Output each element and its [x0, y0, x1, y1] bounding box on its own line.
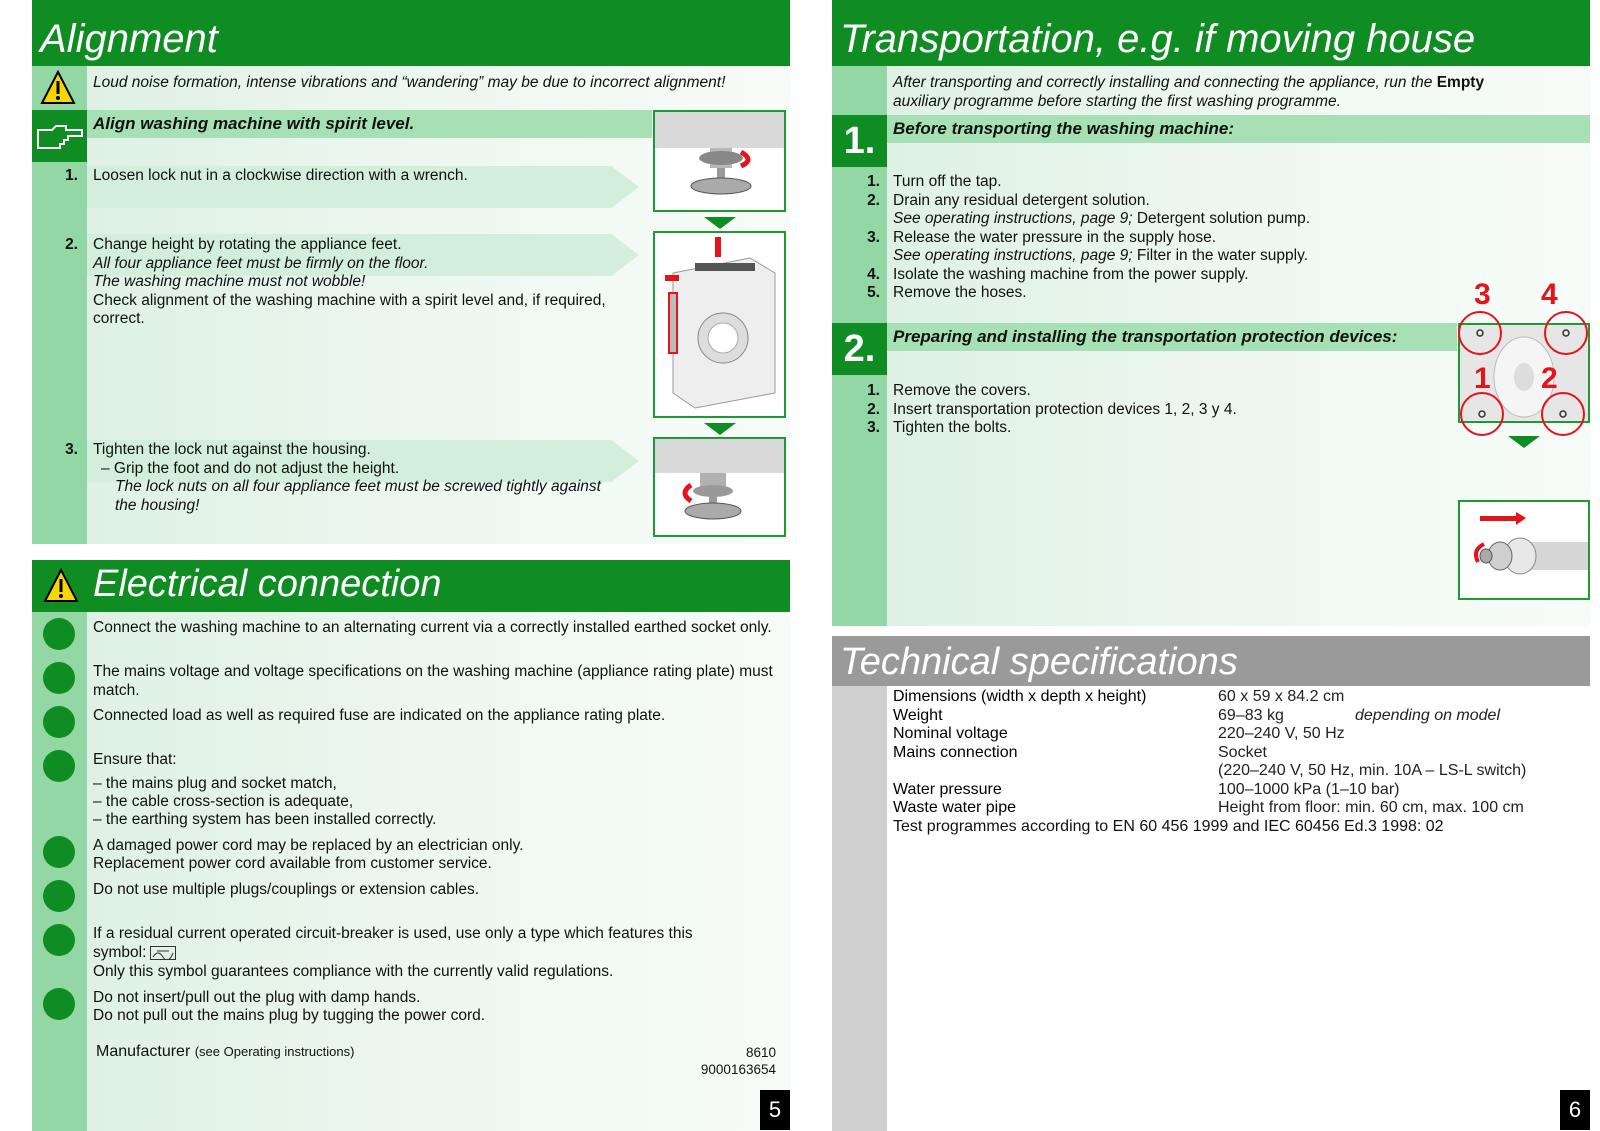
section-2-title: Preparing and installing the transportation protection devices: — [887, 323, 1457, 351]
bullet-dot — [43, 880, 75, 912]
spec-row: Weight 69–83 kg depending on model — [893, 706, 1501, 724]
list-item: 1. Remove the covers. — [867, 382, 1031, 399]
list-item: 3. Tighten the bolts. — [867, 419, 1012, 436]
electrical-item: – the cable cross-section is adequate, — [93, 793, 354, 810]
bullet-dot — [43, 706, 75, 738]
electrical-title: Electrical connection — [93, 563, 442, 605]
list-item: See operating instructions, page 9; Filter in the water supply. — [893, 247, 1309, 264]
bullet-dot — [43, 836, 75, 868]
section-1-title: Before transporting the washing machine: — [887, 115, 1590, 143]
bolt-install-image — [1458, 500, 1590, 600]
specs-title: Technical specifications — [840, 641, 1238, 683]
list-item: 1. Turn off the tap. — [867, 173, 1002, 190]
section-1-steps — [850, 173, 1310, 303]
page-number-right: 6 — [1560, 1090, 1590, 1130]
electrical-item: Ensure that: — [93, 751, 177, 768]
spec-row: Waste water pipe Height from floor: min. 60 cm, max. 100 cm — [893, 799, 1524, 816]
pointing-hand-icon — [32, 110, 87, 162]
label-3: 3 — [1474, 278, 1491, 311]
list-item: 2. Drain any residual detergent solution. — [867, 191, 1150, 209]
spec-row: Dimensions (width x depth x height) 60 x 59 x 84.2 cm — [893, 688, 1345, 705]
electrical-item: Do not use multiple plugs/couplings or extension cables. — [93, 881, 480, 898]
machine-spirit-level-image — [653, 231, 786, 418]
test-programmes-line: Test programmes according to EN 60 456 1999 and IEC 60456 Ed.3 1998: 02 — [893, 817, 1444, 835]
step-3-text: Tighten the lock nut against the housing. – Grip the foot and do not adjust the height. The lock nuts on all four appliance feet must be screwed tightly against the housing! — [93, 441, 601, 514]
step-3-number: 3. — [65, 441, 78, 458]
alignment-header — [32, 0, 790, 66]
section-1-number: 1. — [832, 115, 887, 167]
page-number-left: 5 — [760, 1090, 790, 1130]
spec-row: (220–240 V, 50 Hz, min. 10A – LS-L switch) — [1218, 762, 1527, 779]
list-item: See operating instructions, page 9; Detergent solution pump. — [893, 210, 1311, 227]
list-item: 3. Release the water pressure in the supply hose. — [867, 228, 1217, 246]
rcd-symbol-icon — [150, 946, 176, 960]
electrical-item: symbol: — [93, 944, 176, 963]
arrow-down-icon — [704, 217, 736, 229]
electrical-item: Do not pull out the mains plug by tugging the power cord. — [93, 1007, 486, 1024]
bullet-dot — [43, 662, 75, 694]
tighten-locknut-image — [653, 437, 786, 537]
spec-row: Mains connection Socket — [893, 743, 1267, 761]
alignment-instruction: Align washing machine with spirit level. — [87, 110, 652, 138]
label-2: 2 — [1541, 362, 1558, 395]
electrical-item: – the earthing system has been installed correctly. — [93, 811, 437, 828]
manufacturer-code-2: 9000163654 — [700, 1062, 776, 1077]
bullet-dot — [43, 750, 75, 782]
hand-icon-box — [32, 110, 87, 162]
section-2-steps — [850, 382, 1237, 438]
spec-row: Nominal voltage 220–240 V, 50 Hz — [893, 725, 1345, 742]
electrical-item: The mains voltage and voltage specifications on the washing machine (appliance rating plate) must match. — [93, 663, 773, 699]
label-1: 1 — [1474, 362, 1491, 395]
electrical-item: A damaged power cord may be replaced by an electrician only. — [93, 837, 524, 854]
spec-row: Water pressure 100–1000 kPa (1–10 bar) — [893, 780, 1400, 798]
bullet-dot — [43, 988, 75, 1020]
electrical-item: – the mains plug and socket match, — [93, 775, 337, 792]
step-1-number: 1. — [65, 167, 78, 184]
foot-locknut-image — [653, 110, 786, 212]
warning-icon — [40, 70, 76, 106]
step-2-text: Change height by rotating the appliance feet. All four appliance feet must be firmly on the floor. The washing machine must not wobble! Check alignment of the washing machine with a spirit level and, if required, correct. — [93, 236, 606, 327]
electrical-item: Connected load as well as required fuse are indicated on the appliance rating plate. — [93, 707, 666, 724]
electrical-item: Connect the washing machine to an alternating current via a correctly installed earthed socket only. — [93, 619, 772, 636]
transport-header — [832, 0, 1590, 66]
section-2-number: 2. — [832, 323, 887, 375]
alignment-title: Alignment — [40, 17, 218, 61]
warning-icon-electrical — [43, 568, 79, 604]
list-item: 4. Isolate the washing machine from the power supply. — [867, 265, 1249, 283]
transport-title: Transportation, e.g. if moving house — [840, 17, 1476, 61]
specs-header — [832, 636, 1590, 686]
arrow-down-icon-2 — [704, 423, 736, 435]
electrical-item: Only this symbol guarantees compliance with the currently valid regulations. — [93, 963, 614, 980]
specs-strip — [832, 686, 887, 1131]
electrical-item: If a residual current operated circuit-breaker is used, use only a type which features this — [93, 925, 693, 942]
transport-intro: After transporting and correctly installing and connecting the appliance, run the Empty auxiliary programme before starting the first washing programme. — [893, 74, 1485, 110]
list-item: 2. Insert transportation protection devices 1, 2, 3 y 4. — [867, 400, 1237, 418]
specs-table — [893, 688, 1583, 836]
alignment-warning: Loud noise formation, intense vibrations and “wandering” may be due to incorrect alignment! — [93, 74, 726, 91]
bullet-dot — [43, 618, 75, 650]
electrical-item: Replacement power cord available from customer service. — [93, 855, 492, 872]
arrow-down-icon-3 — [1508, 436, 1540, 448]
electrical-item: Do not insert/pull out the plug with damp hands. — [93, 989, 421, 1006]
bullet-dot — [43, 924, 75, 956]
label-4: 4 — [1541, 278, 1558, 311]
manufacturer-code-1: 8610 — [745, 1045, 776, 1060]
step-2-number: 2. — [65, 236, 78, 253]
list-item: 5. Remove the hoses. — [867, 284, 1027, 301]
step-1-text: Loosen lock nut in a clockwise direction with a wrench. — [93, 167, 468, 184]
manufacturer-line: Manufacturer (see Operating instructions) — [96, 1043, 355, 1060]
